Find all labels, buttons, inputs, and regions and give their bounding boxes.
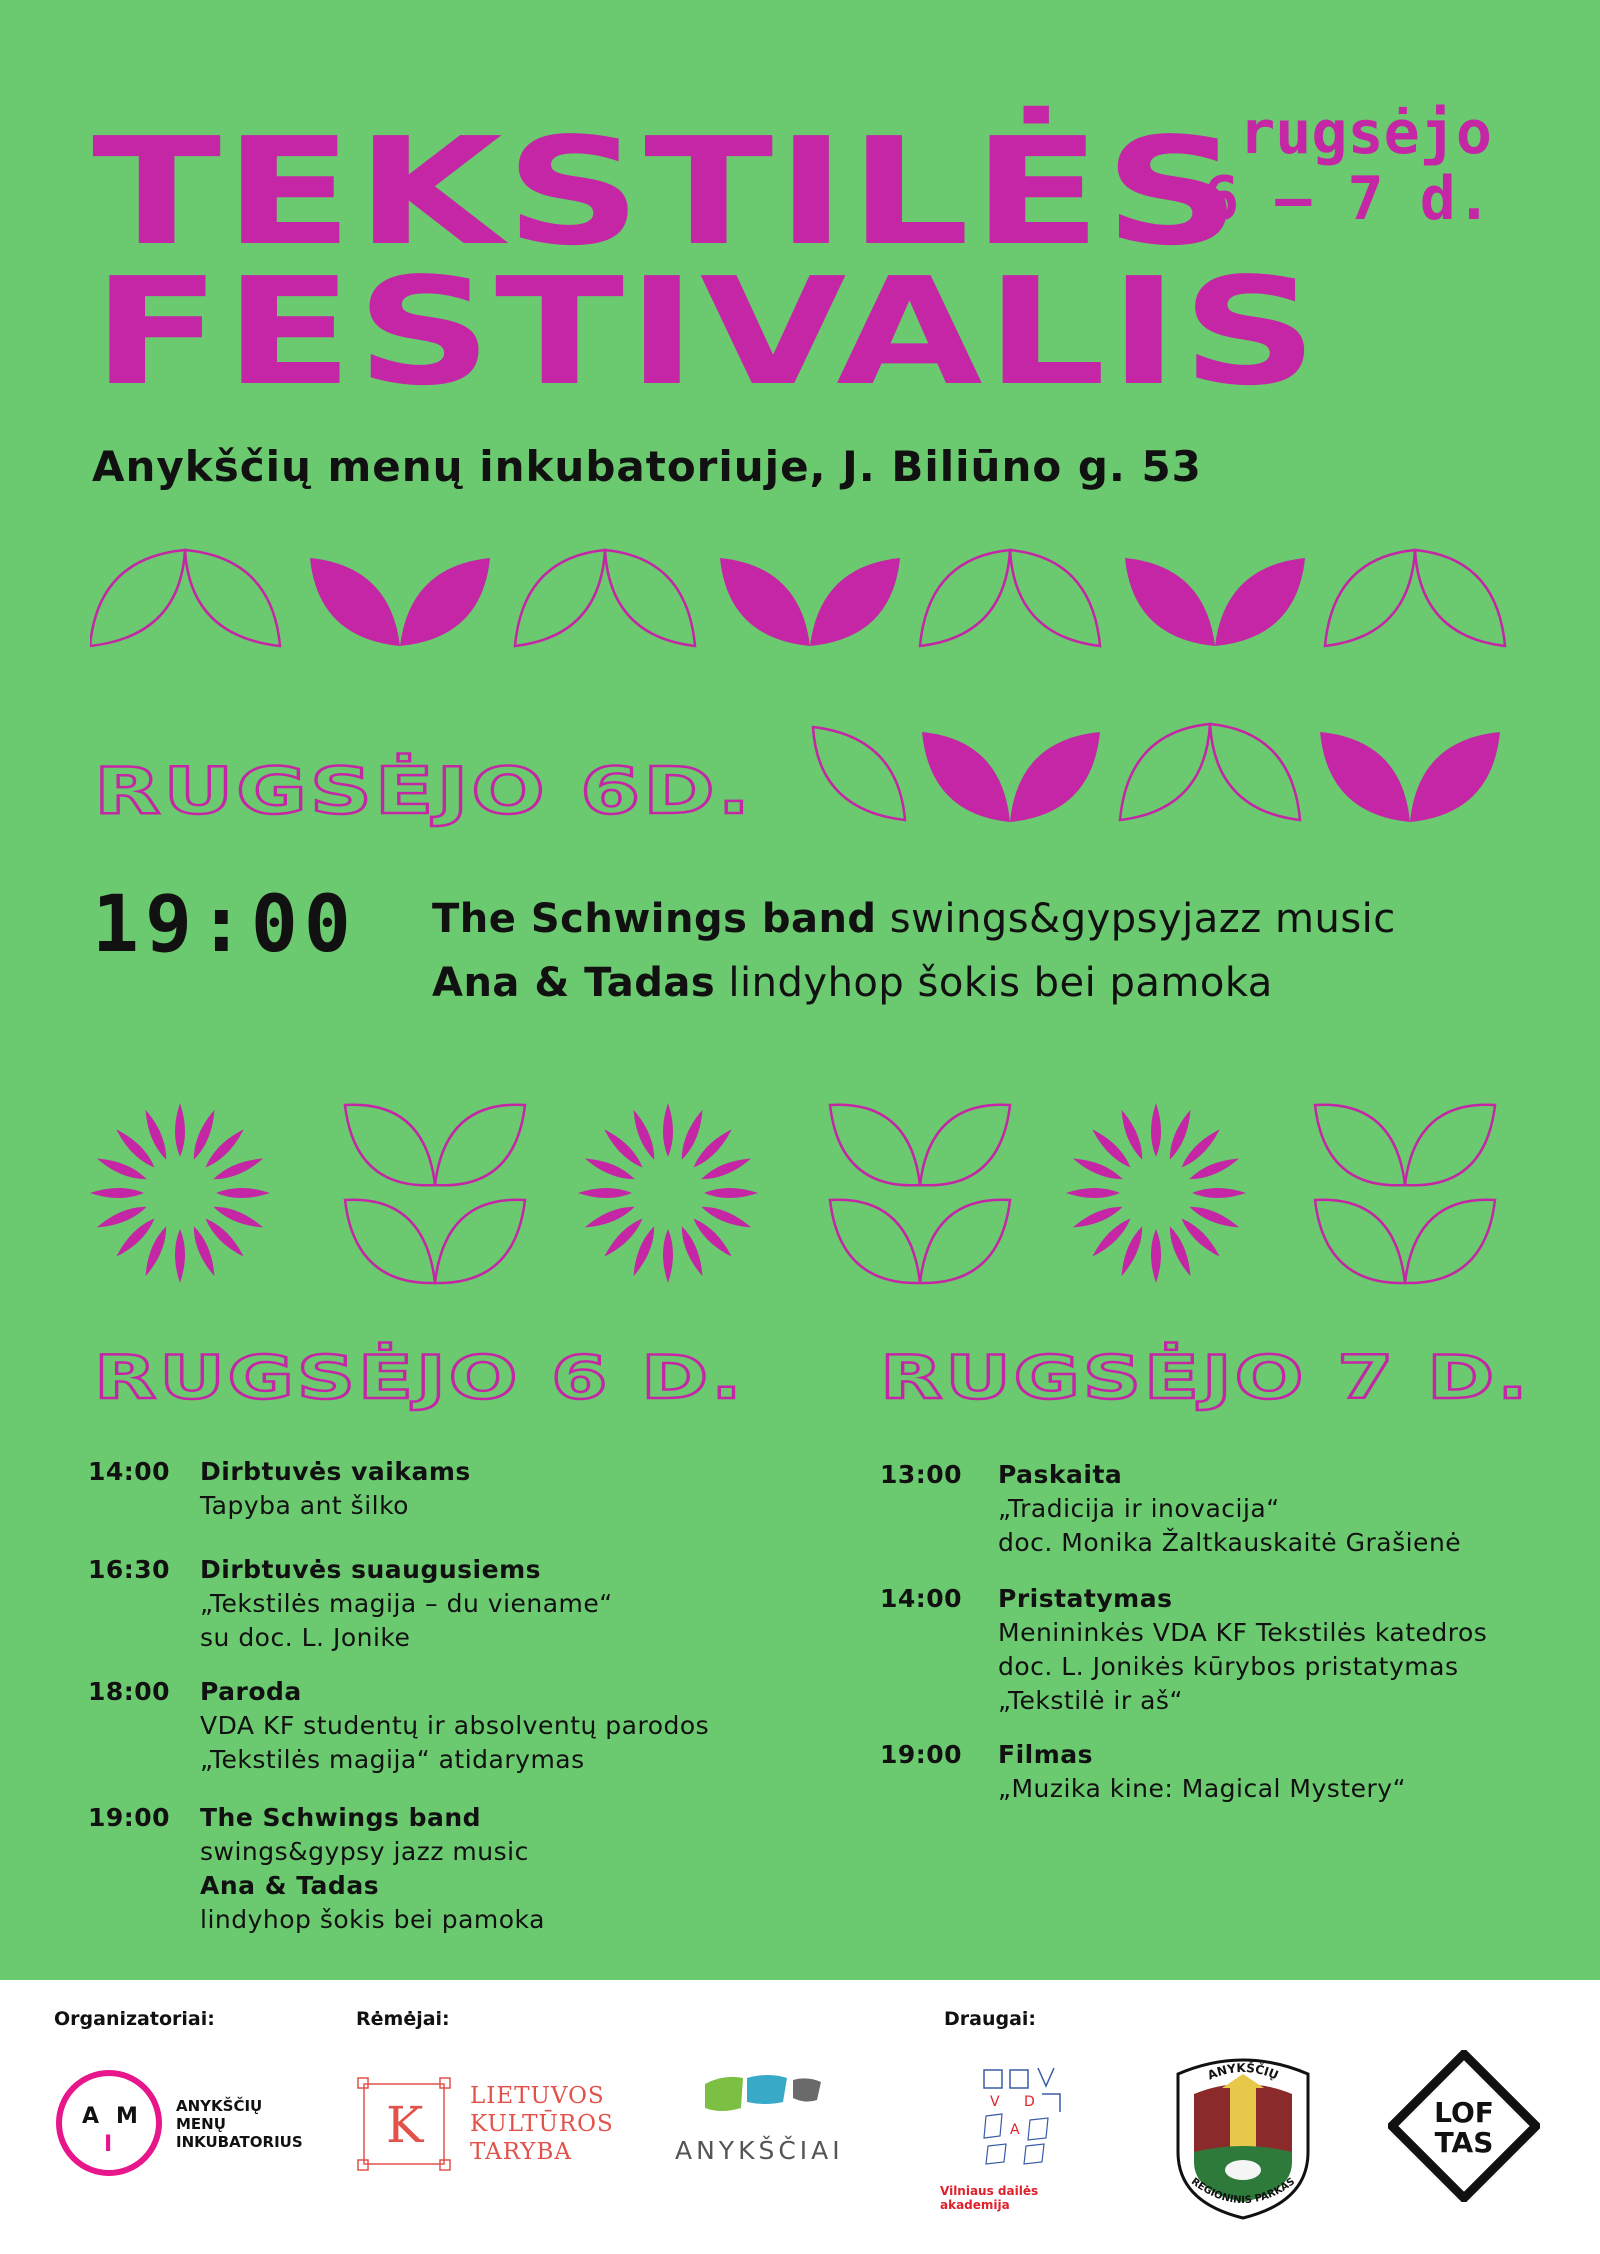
event-line: doc. L. Jonikės kūrybos pristatymas bbox=[998, 1652, 1459, 1681]
flower-petal bbox=[1151, 1103, 1161, 1157]
highlight-line-2 bbox=[432, 960, 1273, 1006]
flower-rosette bbox=[90, 1103, 270, 1283]
event-line: Tapyba ant šilko bbox=[200, 1491, 409, 1520]
flower-petal bbox=[1066, 1188, 1120, 1198]
event-line: „Tradicija ir inovacija“ bbox=[998, 1494, 1280, 1523]
ami-logo[interactable] bbox=[54, 2068, 164, 2178]
park-bottom-path: REGIONINIS PARKAS bbox=[1188, 2176, 1298, 2207]
flower-pattern-row bbox=[90, 1095, 1510, 1295]
highlight-performer-1: The Schwings band bbox=[432, 896, 877, 942]
friends-label: Draugai: bbox=[944, 2008, 1037, 2030]
festival-title-line2: FESTIVALIS bbox=[92, 246, 1321, 418]
vda-letter-a: A bbox=[1010, 2122, 1020, 2138]
flower-marks bbox=[90, 1103, 1246, 1283]
event-time: 16:30 bbox=[88, 1555, 171, 1584]
ami-letter-m: M bbox=[116, 2104, 138, 2129]
day1-event-1 bbox=[88, 1455, 768, 1525]
day2-event-3 bbox=[880, 1738, 1560, 1808]
leaf-pattern-row-1 bbox=[90, 548, 1510, 658]
flower-petal bbox=[1151, 1229, 1161, 1283]
day1-heading: RUGSĖJO 6 D. bbox=[94, 1343, 745, 1413]
lkt-logo[interactable] bbox=[356, 2076, 452, 2172]
event-title: Filmas bbox=[998, 1740, 1094, 1769]
day2-event-1 bbox=[880, 1458, 1560, 1562]
flower-petal bbox=[663, 1103, 673, 1157]
date-range: 6 – 7 d. bbox=[1203, 164, 1492, 234]
loftas-diamond-icon bbox=[1388, 2050, 1540, 2202]
event-title-2: Ana & Tadas bbox=[200, 1871, 380, 1900]
event-line: lindyhop šokis bei pamoka bbox=[200, 1905, 545, 1934]
event-title: Dirbtuvės suaugusiems bbox=[200, 1555, 542, 1584]
park-top-path: ANYKŠČIŲ bbox=[1205, 2060, 1281, 2083]
day1-event-3 bbox=[88, 1675, 768, 1779]
ami-letter-a: A bbox=[82, 2104, 100, 2129]
ami-logo-circle-icon bbox=[54, 2068, 164, 2178]
lkt-logo-text bbox=[470, 2082, 614, 2166]
highlight-day-heading: RUGSĖJO 6D. bbox=[94, 755, 753, 829]
event-time: 19:00 bbox=[880, 1740, 963, 1769]
anyksciai-text: ANYKŠČIAI bbox=[675, 2136, 844, 2165]
loftas-text-1: LOF bbox=[1434, 2096, 1494, 2129]
event-line: „Tekstilės magija – du viename“ bbox=[200, 1589, 613, 1618]
anyksciai-leaves-icon bbox=[703, 2072, 833, 2122]
event-title: The Schwings band bbox=[200, 1803, 482, 1832]
lkt-text-line: TARYBA bbox=[470, 2139, 572, 2165]
loftas-logo[interactable] bbox=[1388, 2050, 1540, 2202]
event-title: Dirbtuvės vaikams bbox=[200, 1457, 471, 1486]
vda-logo[interactable] bbox=[940, 2066, 1110, 2212]
day1-event-4 bbox=[88, 1801, 768, 1941]
day2-event-2 bbox=[880, 1582, 1560, 1722]
event-time: 13:00 bbox=[880, 1460, 963, 1489]
lkt-text-line: KULTŪROS bbox=[470, 2111, 614, 2137]
event-line: swings&gypsy jazz music bbox=[200, 1837, 529, 1866]
leaf-pattern-row-2 bbox=[810, 722, 1510, 832]
flower-rosette bbox=[1066, 1103, 1246, 1283]
flower-rosette bbox=[578, 1103, 758, 1283]
day2-heading: RUGSĖJO 7 D. bbox=[880, 1343, 1531, 1413]
flower-petal bbox=[1192, 1188, 1246, 1198]
anyksciai-logo[interactable] bbox=[675, 2072, 855, 2192]
loftas-text-2: TAS bbox=[1434, 2126, 1494, 2159]
sponsors-label: Rėmėjai: bbox=[356, 2008, 450, 2030]
day1-event-2 bbox=[88, 1553, 768, 1657]
venue-address: Anykščių menų inkubatoriuje, J. Biliūno g. 53 bbox=[92, 442, 1202, 491]
flower-petal bbox=[663, 1229, 673, 1283]
ami-logo-text bbox=[176, 2097, 303, 2151]
ami-text-line: ANYKŠČIŲ bbox=[176, 2097, 263, 2115]
regional-park-logo[interactable] bbox=[1168, 2052, 1318, 2222]
event-time: 19:00 bbox=[88, 1803, 171, 1832]
flower-petal bbox=[216, 1188, 270, 1198]
event-line: VDA KF studentų ir absolventų parodos bbox=[200, 1711, 710, 1740]
event-title: Paroda bbox=[200, 1677, 302, 1706]
ami-letter-i: I bbox=[104, 2132, 113, 2157]
event-time: 14:00 bbox=[880, 1584, 963, 1613]
festival-title-line1: TEKSTILĖS bbox=[92, 106, 1244, 278]
highlight-line-1 bbox=[432, 896, 1396, 942]
event-line: su doc. L. Jonike bbox=[200, 1623, 411, 1652]
vda-letter-d: D bbox=[1024, 2094, 1035, 2110]
event-time: 18:00 bbox=[88, 1677, 171, 1706]
flower-petal bbox=[175, 1103, 185, 1157]
vda-caption: Vilniaus dailės akademija bbox=[940, 2184, 1039, 2212]
event-title: Paskaita bbox=[998, 1460, 1123, 1489]
vda-letter-v: V bbox=[990, 2094, 1000, 2110]
highlight-performer-2: Ana & Tadas bbox=[432, 960, 716, 1006]
organizers-label: Organizatoriai: bbox=[54, 2008, 215, 2030]
sponsors-footer bbox=[0, 1980, 1600, 2254]
festival-dates bbox=[1172, 100, 1492, 232]
flower-petal bbox=[175, 1229, 185, 1283]
event-line: „Tekstilės magija“ atidarymas bbox=[200, 1745, 585, 1774]
ami-text-line: MENŲ bbox=[176, 2115, 226, 2133]
lkt-frame-icon bbox=[356, 2076, 452, 2172]
ami-text-line: INKUBATORIUS bbox=[176, 2133, 303, 2151]
flower-petal bbox=[704, 1188, 758, 1198]
event-line: doc. Monika Žaltkauskaitė Grašienė bbox=[998, 1528, 1462, 1557]
event-time: 14:00 bbox=[88, 1457, 171, 1486]
lkt-text-line: LIETUVOS bbox=[470, 2083, 605, 2109]
flower-petal bbox=[578, 1188, 632, 1198]
highlight-desc-2: lindyhop šokis bei pamoka bbox=[715, 960, 1273, 1006]
event-line: „Muzika kine: Magical Mystery“ bbox=[998, 1774, 1407, 1803]
highlight-time: 19:00 bbox=[92, 880, 357, 970]
event-title: Pristatymas bbox=[998, 1584, 1173, 1613]
event-line: „Tekstilė ir aš“ bbox=[998, 1686, 1183, 1715]
flower-petal bbox=[90, 1188, 144, 1198]
highlight-desc-1: swings&gypsyjazz music bbox=[876, 896, 1396, 942]
park-shield-icon bbox=[1168, 2052, 1318, 2222]
lkt-letter: K bbox=[386, 2096, 424, 2154]
event-line: Menininkės VDA KF Tekstilės katedros bbox=[998, 1618, 1488, 1647]
vda-emblem-icon bbox=[980, 2066, 1070, 2166]
date-month: rugsėjo bbox=[1239, 98, 1492, 168]
